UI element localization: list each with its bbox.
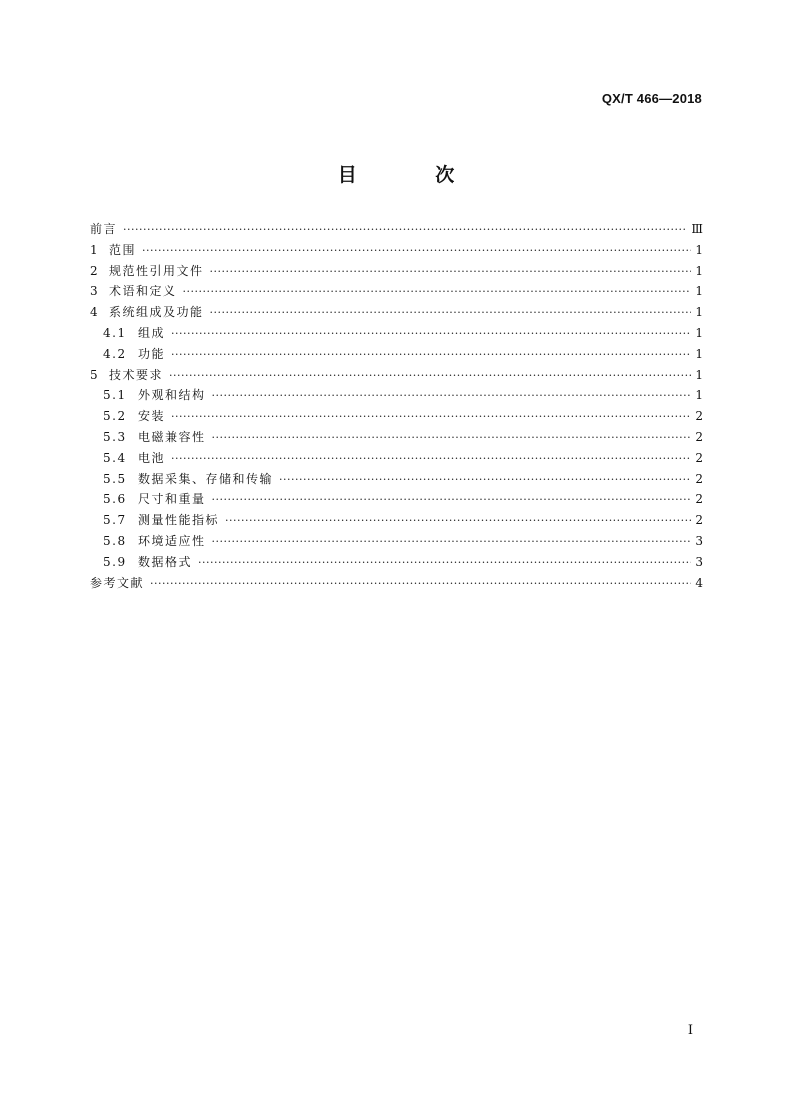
toc-dot-leader — [210, 302, 691, 324]
toc-entry-number: 5.3 — [103, 429, 127, 444]
toc-entry-number: 5.2 — [103, 409, 127, 424]
toc-dot-leader — [171, 344, 691, 366]
toc-entry-page: 1 — [695, 325, 703, 340]
toc-entry[interactable] — [90, 448, 703, 469]
toc-entry-page: 2 — [695, 450, 703, 465]
toc-title: 目 次 — [337, 164, 491, 186]
toc-entry-title: 数据格式 — [138, 554, 193, 569]
toc-dot-leader — [225, 510, 691, 532]
toc-entry[interactable] — [90, 427, 703, 448]
toc-entry-page: 3 — [695, 554, 703, 569]
toc-entry[interactable] — [90, 406, 703, 427]
toc-entry-title: 安装 — [138, 409, 166, 424]
toc-entry-number: 5.6 — [103, 492, 127, 507]
toc-entry[interactable] — [90, 281, 703, 302]
toc-dot-leader — [142, 240, 691, 262]
toc-entry-number: 5.1 — [103, 388, 127, 403]
toc-entry-page: 1 — [695, 305, 703, 320]
toc-entry-title: 术语和定义 — [109, 284, 177, 299]
toc-entry-number: 4 — [90, 305, 100, 320]
toc-entry-page: 1 — [695, 242, 703, 257]
toc-entry-page: 2 — [695, 409, 703, 424]
toc-entry-title: 电池 — [138, 450, 166, 465]
toc-entry-page: 1 — [695, 388, 703, 403]
toc-entry-page: 2 — [695, 492, 703, 507]
toc-entry-number: 4.2 — [103, 346, 127, 361]
toc-entry[interactable] — [90, 219, 703, 240]
toc-entry-page: 2 — [695, 513, 703, 528]
toc-entry-title: 组成 — [138, 325, 166, 340]
toc-dot-leader — [212, 427, 691, 449]
toc-dot-leader — [212, 531, 691, 553]
toc-entry-page: 1 — [695, 367, 703, 382]
toc-entry-number: 3 — [90, 284, 100, 299]
toc-entry-title: 外观和结构 — [138, 388, 206, 403]
toc-entry-title: 技术要求 — [109, 367, 164, 382]
toc-dot-leader — [171, 448, 691, 470]
toc-entry[interactable] — [90, 365, 703, 386]
toc-entry-page: 3 — [695, 533, 703, 548]
toc-entry-number: 5.7 — [103, 513, 127, 528]
toc-dot-leader — [279, 469, 691, 491]
toc-entry-page: 4 — [695, 575, 703, 590]
toc-entry[interactable] — [90, 573, 703, 594]
toc-entry-number: 5 — [90, 367, 100, 382]
toc-entry[interactable] — [90, 469, 703, 490]
toc-entry-title: 测量性能指标 — [138, 513, 220, 528]
toc-entry[interactable] — [90, 531, 703, 552]
toc-entry-number: 5.5 — [103, 471, 127, 486]
toc-entry-title: 范围 — [109, 242, 137, 257]
toc-entry-title: 系统组成及功能 — [109, 305, 204, 320]
toc-entry-page: 1 — [695, 263, 703, 278]
toc-entry[interactable] — [90, 344, 703, 365]
toc-entry-title: 功能 — [138, 346, 166, 361]
toc-entry-title: 环境适应性 — [138, 533, 206, 548]
toc-entry[interactable] — [90, 323, 703, 344]
toc-entry[interactable] — [90, 302, 703, 323]
toc-entry-title: 规范性引用文件 — [109, 263, 204, 278]
toc-entry[interactable] — [90, 261, 703, 282]
toc-entry-title: 参考文献 — [90, 575, 145, 590]
toc-dot-leader — [212, 489, 691, 511]
toc-dot-leader — [183, 281, 691, 303]
toc-entry-number: 5.9 — [103, 554, 127, 569]
toc-entry-title: 数据采集、存储和传输 — [138, 471, 274, 486]
toc-entry-title: 前言 — [90, 222, 118, 236]
toc-entry-number: 1 — [90, 242, 100, 257]
toc-dot-leader — [150, 573, 691, 595]
toc-entry[interactable] — [90, 385, 703, 406]
toc-dot-leader — [210, 261, 691, 283]
toc-entry[interactable] — [90, 489, 703, 510]
toc-entry-page: 2 — [695, 471, 703, 486]
toc-entry-page: Ⅲ — [691, 222, 703, 236]
toc-entry-title: 尺寸和重量 — [138, 492, 206, 507]
table-of-contents — [90, 219, 703, 593]
page-number: I — [687, 1023, 693, 1038]
toc-entry-number: 2 — [90, 263, 100, 278]
toc-dot-leader — [198, 552, 691, 574]
toc-entry[interactable] — [90, 552, 703, 573]
toc-entry-title: 电磁兼容性 — [138, 429, 206, 444]
toc-entry[interactable] — [90, 240, 703, 261]
toc-dot-leader — [123, 219, 687, 241]
standard-code: QX/T 466—2018 — [601, 91, 702, 106]
toc-entry-number: 4.1 — [103, 325, 127, 340]
toc-entry-page: 2 — [695, 429, 703, 444]
toc-dot-leader — [212, 385, 691, 407]
toc-entry-number: 5.4 — [103, 450, 127, 465]
toc-entry-number: 5.8 — [103, 533, 127, 548]
toc-entry-page: 1 — [695, 284, 703, 299]
toc-dot-leader — [169, 365, 691, 387]
toc-entry[interactable] — [90, 510, 703, 531]
toc-entry-page: 1 — [695, 346, 703, 361]
toc-dot-leader — [171, 406, 691, 428]
toc-dot-leader — [171, 323, 691, 345]
